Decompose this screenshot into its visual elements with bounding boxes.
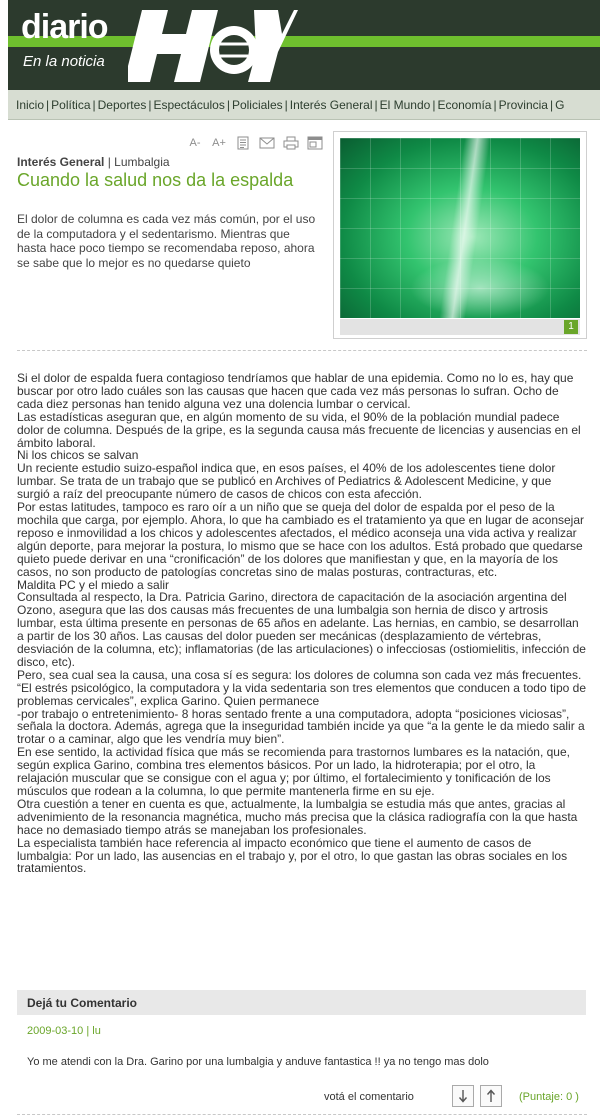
photo-page-1-button[interactable]: 1 [564,320,578,334]
nav-separator: | [92,98,96,112]
window-icon[interactable] [306,135,324,151]
increase-font-button[interactable]: A+ [212,137,226,149]
body-paragraph: Si el dolor de espalda fuera contagioso tendríamos que hablar de una epidemia. Como no lo es, hay que buscar por otro lado cuáles son las causas que hacen que cada vez más personas lo sufran. Ocho de cada diez personas han tenido alguna vez una dolencia lumbar o cervical. [17,371,574,411]
nav-separator: | [284,98,288,112]
vote-up-button[interactable] [480,1085,502,1107]
nav-item-espectaculos[interactable]: Espectáculos [153,98,225,112]
comment-score: (Puntaje: 0 ) [519,1091,579,1103]
nav-item-provincia[interactable]: Provincia [498,98,548,112]
body-paragraph: La especialista también hace referencia al impacto económico que tiene el aumento de casos de lumbalgia: Por un lado, las ausencias en el trabajo y, por el otro, lo que gastan las obras sociales en los tratamientos. [17,835,568,876]
mail-icon[interactable] [258,135,276,151]
main-nav [8,90,600,120]
body-paragraph: -por trabajo o entretenimiento- 8 horas sentado frente a una computadora, adopta “posiciones viciosas”, señala la doctora. Además, agrega que la inseguridad también incide ya que “a la gente le da miedo salir a trotar o a caminar, algo que les vendría muy bien”. [17,706,585,747]
comment-vote-row [17,1085,587,1110]
nav-item-truncated[interactable]: G [555,98,565,112]
vote-label: votá el comentario [324,1091,414,1103]
photo-pager [340,319,580,335]
nav-item-inicio[interactable]: Inicio [16,98,45,112]
nav-item-el-mundo[interactable]: El Mundo [379,98,431,112]
body-paragraph: Las estadísticas aseguran que, en algún momento de su vida, el 90% de la población mundial padece dolor de columna. Después de la gripe, es la segunda causa más frecuente de licencias y ausencias en el ámbito laboral. [17,409,581,450]
body-subheading: Ni los chicos se salvan [17,448,139,463]
photo-gallery [333,131,587,339]
logo-diario[interactable]: diario [21,8,108,46]
comments-heading[interactable]: Dejá tu Comentario [17,990,586,1015]
comment-date: 2009-03-10 [27,1025,84,1037]
article-title: Cuando la salud nos da la espalda [17,170,294,190]
photo-pelvis-shape [410,258,550,318]
site-header [8,0,600,90]
nav-item-policiales[interactable]: Policiales [231,98,283,112]
arrow-up-icon [486,1089,496,1103]
divider [17,1114,587,1115]
article-photo-xray[interactable] [340,138,580,318]
nav-item-economia[interactable]: Economía [437,98,492,112]
print-icon[interactable] [282,135,300,151]
article-summary: El dolor de columna es cada vez más común, por el uso de la computadora y el sedentarismo. Mientras que hasta hace poco tiempo se recomendaba reposo, ahora se sabe que lo mejor es no quedarse quieto [17,212,316,270]
article-tag[interactable]: Lumbalgia [114,155,170,169]
nav-separator: | [226,98,230,112]
logo-slogan: En la noticia [23,53,105,70]
article-section[interactable]: Interés General [17,155,105,169]
nav-item-deportes[interactable]: Deportes [97,98,147,112]
comment-text: Yo me atendi con la Dra. Garino por una lumbalgia y anduve fantastica !! ya no tengo mas dolo [27,1056,489,1068]
body-paragraph: Un reciente estudio suizo-español indica que, en esos países, el 40% de los adolescentes tiene dolor lumbar. Se trata de un trabajo que se publicó en Archives of Pediatrics & Adolescent Medicine, y que surgió a raíz del preocupante número de casos de chicos con esta afección. [17,461,556,502]
section-separator: | [107,155,115,169]
body-paragraph: Por estas latitudes, tampoco es raro oír a un niño que se queja del dolor de espalda por el peso de la mochila que carga, por ejemplo. Ahora, lo que ha cambiado es el tratamiento ya que en lugar de aconsejar reposo e inmovilidad a los chicos y adolescentes afectados, el médico aconseja una vida activa y realizar algún deporte, para mejorar la postura, lo mismo que se hace con los adultos. Está probado que quedarse quieto puede derivar en una “cronificación” de los dolores que manifiestan y que, en la mayoría de los casos, no son producto de patologías concretas sino de malas posturas, contracturas, etc. [17,500,585,579]
article-section-line [17,155,170,169]
nav-separator: | [549,98,554,112]
arrow-down-icon [458,1089,468,1103]
document-icon[interactable] [234,135,252,151]
logo-hoy[interactable] [128,4,298,86]
article-body [17,372,587,875]
decrease-font-button[interactable]: A- [189,137,201,149]
body-paragraph: Pero, sea cual sea la causa, una cosa sí es segura: los dolores de columna son cada vez más frecuentes. “El estrés psicológico, la computadora y la vida sedentaria son tres elementos que conducen a todo tipo de problemas cervicales”, explica Garino. Quien permanece [17,667,587,708]
article-tools [186,134,326,152]
nav-item-interes-general[interactable]: Interés General [289,98,373,112]
body-paragraph: Otra cuestión a tener en cuenta es que, actualmente, la lumbalgia se estudia más que antes, gracias al advenimiento de la resonancia magnética, mucho más precisa que la clásica radiografía con la que hasta hace no demasiado tiempo atrás se manejaban los profesionales. [17,796,578,837]
nav-separator: | [493,98,497,112]
nav-separator: | [46,98,50,112]
nav-separator: | [148,98,152,112]
comment-author: lu [92,1025,101,1037]
comment-meta [27,1025,101,1037]
body-paragraph: En ese sentido, la actividad física que más se recomienda para trastornos lumbares es la natación, que, según explica Garino, combina tres elementos básicos. Por un lado, la hidroterapia; por el otro, la relajación muscular que se consigue con el agua y; por último, el fortalecimiento y tonificación de los músculos que rodean a la columna, lo que permite mantenerla firme en su eje. [17,745,570,798]
nav-separator: | [374,98,378,112]
body-subheading: Maldita PC y el miedo a salir [17,577,170,592]
comment-meta-separator: | [86,1025,93,1037]
nav-links [16,98,564,112]
body-paragraph: Consultada al respecto, la Dra. Patricia Garino, directora de capacitación de la asociación argentina del Ozono, asegura que las dos causas más frecuentes de una lumbalgia son hernia de disco y artrosis lumbar, esta última presente en personas de 65 años en adelante. Las hernias, en cambio, se desarrollan a partir de los 30 años. Las causas del dolor pueden ser mecánicas (desplazamiento de vértebras, desviación de la columna, etc); inflamatorias (de las articulaciones) o infecciosas (ostiomielitis, infección de disco, etc). [17,590,586,669]
divider [17,350,587,351]
nav-item-politica[interactable]: Política [51,98,91,112]
vote-down-button[interactable] [452,1085,474,1107]
nav-separator: | [432,98,436,112]
